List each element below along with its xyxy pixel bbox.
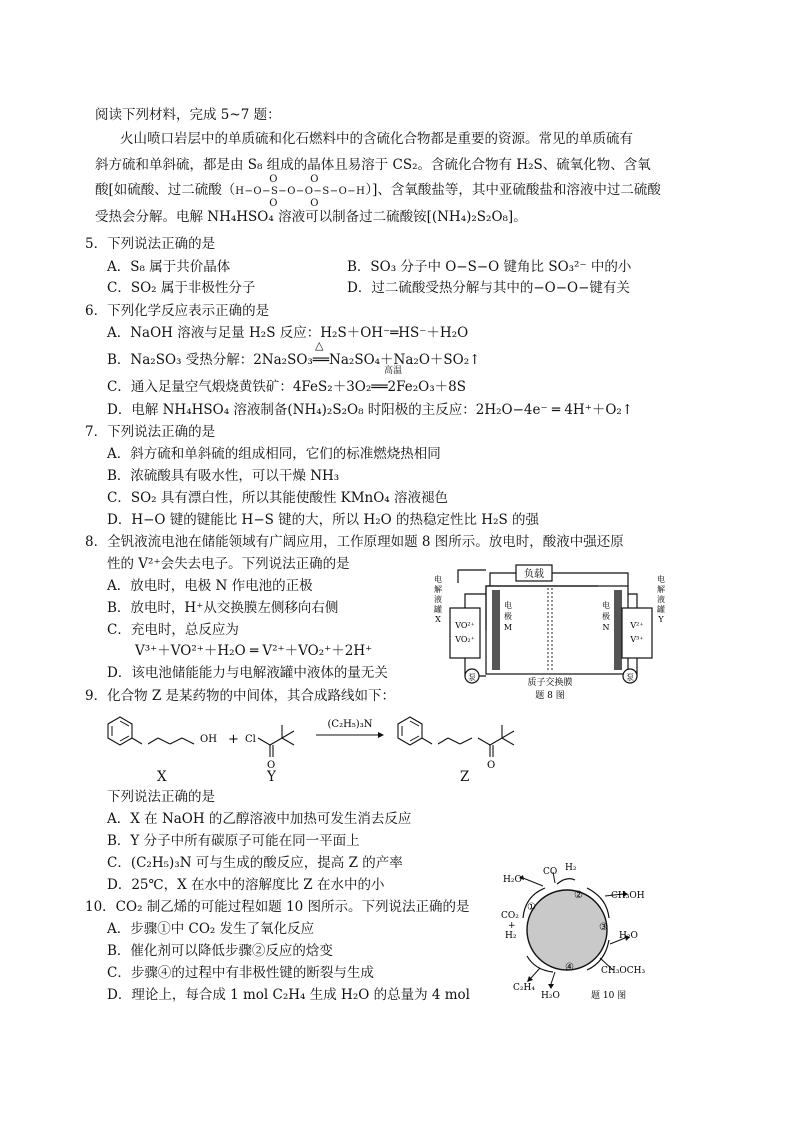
svg-text:Cl: Cl — [245, 734, 256, 745]
figure-10-caption: 题 10 图 — [591, 991, 627, 1001]
q7-option-b: B．浓硫酸具有吸水性，可以干燥 NH₃ — [107, 468, 340, 484]
intro-heading: 阅读下列材料，完成 5~7 题： — [95, 107, 281, 123]
q6-option-d: D．电解 NH₄HSO₄ 溶液制备(NH₄)₂S₂O₈ 时阳极的主反应：2H₂O−4e⁻ ═ 4H⁺＋O₂↑ — [107, 402, 634, 418]
q6-option-a: A．NaOH 溶液与足量 H₂S 反应：H₂S＋OH⁻═HS⁻＋H₂O — [107, 325, 469, 341]
svg-text:+: + — [228, 732, 239, 747]
q8-battery-figure — [428, 558, 668, 700]
label-z: Z — [460, 769, 470, 785]
q7-option-a: A．斜方硫和单斜硫的组成相同，它们的标准燃烧热相同 — [107, 446, 441, 462]
question-8-stem: 8．全钒液流电池在储能领域有广阔应用，工作原理如题 8 图所示。放电时，酸液中强还原 — [85, 534, 624, 550]
q8-option-c: C．充电时，总反应为 — [107, 622, 239, 638]
svg-text:罐: 罐 — [657, 605, 665, 614]
q5-option-a: A．S₈ 属于共价晶体 — [107, 259, 231, 275]
svg-text:CO₂: CO₂ — [501, 911, 519, 921]
electrode-n — [614, 590, 622, 670]
tank-y — [622, 608, 652, 658]
q9-option-d: D．25℃，X 在水中的溶解度比 Z 在水中的小 — [107, 877, 385, 893]
q8-option-c-equation: V³⁺＋VO²⁺＋H₂O ═ V²⁺＋VO₂⁺＋2H⁺ — [135, 643, 373, 659]
svg-text:CO: CO — [543, 867, 558, 877]
q7-option-c: C．SO₂ 具有漂白性，所以其能使酸性 KMnO₄ 溶液褪色 — [107, 490, 449, 506]
svg-text:CH₃OCH₃: CH₃OCH₃ — [601, 966, 646, 976]
svg-text:C₂H₄: C₂H₄ — [513, 983, 535, 993]
q9-sub-stem: 下列说法正确的是 — [107, 789, 215, 805]
step-2-marker: ② — [574, 890, 583, 901]
svg-text:CH₃OH: CH₃OH — [611, 891, 645, 901]
svg-text:极: 极 — [602, 612, 610, 621]
svg-text:M: M — [503, 623, 513, 632]
q10-option-d: D．理论上，每合成 1 mol C₂H₄ 生成 H₂O 的总量为 4 mol — [107, 987, 471, 1003]
svg-text:解: 解 — [434, 585, 442, 594]
svg-text:Y: Y — [658, 615, 664, 624]
svg-text:+: + — [508, 921, 516, 931]
label-y: Y — [267, 769, 276, 785]
ion-label: VO₂⁺ — [455, 635, 475, 644]
svg-text:液: 液 — [434, 595, 442, 604]
step-3-marker: ③ — [599, 922, 608, 933]
intro-text: ）]、含氧酸盐等，其中亚硫酸盐和溶液中过二硫酸 — [365, 182, 661, 198]
q8-option-d: D．该电池储能能力与电解液罐中液体的量无关 — [107, 665, 388, 681]
membrane-label: 质子交换膜 — [527, 678, 573, 688]
q9-option-a: A．X 在 NaOH 的乙醇溶液中加热可发生消去反应 — [107, 811, 412, 827]
q6-b-condition: △ — [315, 339, 324, 352]
svg-text:H₂O: H₂O — [541, 991, 560, 1001]
compound-x-structure — [108, 717, 217, 745]
q10-option-a: A．步骤①中 CO₂ 发生了氧化反应 — [107, 921, 315, 937]
q9-synthesis-scheme — [100, 705, 550, 780]
q6-option-c: C．通入足量空气煅烧黄铁矿：4FeS₂＋3O₂══2Fe₂O₃＋8S — [107, 379, 466, 395]
ion-label: V²⁺ — [630, 621, 644, 630]
intro-paragraph-line: 斜方硫和单斜硫，都是由 S₈ 组成的晶体且易溶于 CS₂。含硫化合物有 H₂S、硫氧化物、含氧 — [95, 157, 651, 173]
ion-label: VO²⁺ — [455, 621, 475, 630]
intro-paragraph-line — [95, 174, 661, 209]
svg-text:泵: 泵 — [468, 673, 476, 682]
svg-text:N: N — [602, 623, 610, 632]
svg-text:X: X — [435, 615, 441, 624]
svg-text:液: 液 — [657, 595, 665, 604]
question-10-stem: 10．CO₂ 制乙烯的可能过程如题 10 图所示。下列说法正确的是 — [85, 899, 470, 915]
q8-option-b: B．放电时，H⁺从交换膜左侧移向右侧 — [107, 600, 339, 616]
svg-text:O: O — [267, 760, 276, 771]
q6-c-condition: 高温 — [384, 366, 403, 376]
q7-option-d: D．H−O 键的键能比 H−S 键的大，所以 H₂O 的热稳定性比 H₂S 的强 — [107, 512, 540, 528]
svg-text:电: 电 — [434, 575, 442, 584]
q5-option-b: B．SO₃ 分子中 O−S−O 键角比 SO₃²⁻ 中的小 — [347, 259, 632, 275]
svg-text:H₂O: H₂O — [503, 875, 522, 885]
question-9-stem: 9．化合物 Z 是某药物的中间体，其合成路线如下： — [85, 688, 396, 704]
load-label: 负载 — [524, 569, 544, 580]
step-1-marker: ① — [527, 902, 536, 913]
svg-text:H₂: H₂ — [505, 931, 517, 941]
svg-text:电: 电 — [504, 601, 512, 610]
q9-option-b: B．Y 分子中所有碳原子可能在同一平面上 — [107, 833, 360, 849]
peroxydisulfuric-acid-structure: H−O−S−O−O−S−O−H O O O O — [235, 174, 366, 209]
figure-8-caption: 题 8 图 — [535, 691, 565, 700]
q5-option-c: C．SO₂ 属于非极性分子 — [107, 280, 256, 296]
svg-text:OH: OH — [200, 734, 217, 745]
q9-option-c: C．(C₂H₅)₃N 可与生成的酸反应，提高 Z 的产率 — [107, 855, 403, 871]
svg-text:O: O — [487, 760, 496, 771]
intro-paragraph-line: 受热会分解。电解 NH₄HSO₄ 溶液可以制备过二硫酸铵[(NH₄)₂S₂O₈]。 — [95, 209, 527, 225]
compound-z-structure — [398, 717, 514, 771]
svg-text:电: 电 — [657, 575, 665, 584]
svg-text:罐: 罐 — [434, 605, 442, 614]
svg-text:泵: 泵 — [626, 673, 634, 682]
svg-text:H₂: H₂ — [565, 863, 577, 873]
svg-text:H₂O: H₂O — [619, 931, 638, 941]
intro-text: 酸[如硫酸、过二硫酸（ — [95, 182, 236, 198]
svg-text:电: 电 — [602, 601, 610, 610]
compound-y-structure — [245, 725, 294, 771]
q10-option-c: C．步骤④的过程中有非极性键的断裂与生成 — [107, 965, 374, 981]
step-4-marker: ④ — [565, 962, 574, 973]
svg-text:极: 极 — [504, 612, 512, 621]
reagent-label: (C₂H₅)₃N — [327, 719, 373, 730]
catalyst-circle — [527, 890, 607, 970]
electrode-m — [492, 590, 500, 670]
label-x: X — [157, 769, 167, 785]
q10-option-b: B．催化剂可以降低步骤②反应的焓变 — [107, 943, 333, 959]
q5-option-d: D．过二硫酸受热分解与其中的−O−O−键有关 — [347, 280, 630, 296]
question-5-stem: 5．下列说法正确的是 — [85, 236, 216, 252]
question-7-stem: 7．下列说法正确的是 — [85, 424, 216, 440]
question-8-stem: 性的 V²⁺会失去电子。下列说法正确的是 — [107, 556, 350, 572]
question-6-stem: 6．下列化学反应表示正确的是 — [85, 303, 270, 319]
svg-text:解: 解 — [657, 585, 665, 594]
tank-x — [450, 608, 480, 658]
ion-label: V³⁺ — [630, 635, 644, 644]
q10-catalytic-cycle-figure — [495, 858, 660, 1008]
q6-option-b: B．Na₂SO₃ 受热分解：2Na₂SO₃══Na₂SO₄＋Na₂O＋SO₂↑ — [107, 352, 481, 368]
q8-option-a: A．放电时，电极 N 作电池的正极 — [107, 578, 313, 594]
intro-paragraph-line: 火山喷口岩层中的单质硫和化石燃料中的含硫化合物都是重要的资源。常见的单质硫有 — [120, 131, 633, 147]
